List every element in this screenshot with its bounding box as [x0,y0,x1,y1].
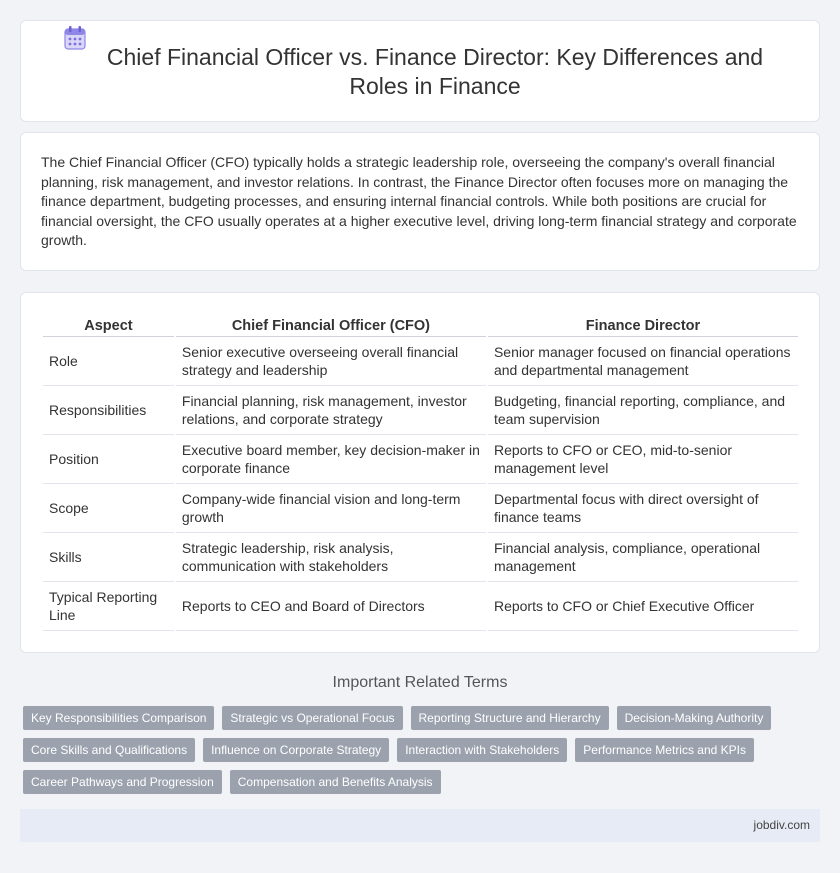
table-row [43,386,798,435]
related-term-tag[interactable]: Compensation and Benefits Analysis [230,770,441,794]
related-term-tag[interactable]: Key Responsibilities Comparison [23,706,214,730]
related-term-tag[interactable]: Decision-Making Authority [617,706,772,730]
cfo-cell: Reports to CEO and Board of Directors [176,582,486,631]
related-term-tag[interactable]: Reporting Structure and Hierarchy [411,706,609,730]
aspect-cell: Responsibilities [43,386,174,435]
header-card [20,20,820,122]
related-terms-title: Important Related Terms [332,674,508,691]
related-term-tag[interactable]: Career Pathways and Progression [23,770,222,794]
tag-row [23,706,783,730]
tag-row [23,770,783,794]
page-title: Chief Financial Officer vs. Finance Director: Key Differences and Roles in Finance [106,44,764,99]
cfo-cell: Financial planning, risk management, investor relations, and corporate strategy [176,386,486,435]
aspect-cell: Scope [43,484,174,533]
finance-director-cell: Financial analysis, compliance, operational management [488,533,798,582]
cfo-cell: Strategic leadership, risk analysis, communication with stakeholders [176,533,486,582]
title-row [21,43,819,101]
aspect-cell: Role [43,337,174,386]
finance-director-cell: Budgeting, financial reporting, compliance, and team supervision [488,386,798,435]
aspect-cell: Skills [43,533,174,582]
column-header-cfo: Chief Financial Officer (CFO) [176,315,486,337]
table-row [43,533,798,582]
cfo-cell: Executive board member, key decision-maker in corporate finance [176,435,486,484]
finance-director-cell: Departmental focus with direct oversight of finance teams [488,484,798,533]
finance-director-cell: Senior manager focused on financial operations and departmental management [488,337,798,386]
finance-director-cell: Reports to CFO or CEO, mid-to-senior management level [488,435,798,484]
column-header-finance-director: Finance Director [488,315,798,337]
aspect-cell: Typical Reporting Line [43,582,174,631]
related-term-tag[interactable]: Performance Metrics and KPIs [575,738,754,762]
intro-card [20,132,820,271]
cfo-cell: Company-wide financial vision and long-term growth [176,484,486,533]
related-term-tag[interactable]: Influence on Corporate Strategy [203,738,389,762]
cfo-cell: Senior executive overseeing overall financial strategy and leadership [176,337,486,386]
footer [20,809,820,842]
aspect-cell: Position [43,435,174,484]
tag-row [23,738,783,762]
comparison-table-card [20,292,820,653]
comparison-table [41,315,800,631]
finance-director-cell: Reports to CFO or Chief Executive Officer [488,582,798,631]
table-row [43,337,798,386]
table-row [43,582,798,631]
footer-site-link[interactable]: jobdiv.com [753,818,810,832]
table-row [43,484,798,533]
related-terms-list [23,706,783,802]
table-row [43,435,798,484]
related-term-tag[interactable]: Interaction with Stakeholders [397,738,567,762]
column-header-aspect: Aspect [43,315,174,337]
table-header-row [43,315,798,337]
related-term-tag[interactable]: Core Skills and Qualifications [23,738,195,762]
related-term-tag[interactable]: Strategic vs Operational Focus [222,706,402,730]
intro-paragraph: The Chief Financial Officer (CFO) typically holds a strategic leadership role, overseeing the company's overall financial planning, risk management, and investor relations. In contrast, the Finance Director often focuses more on managing the finance department, budgeting processes, and ensuring internal financial controls. While both positions are crucial for financial oversight, the CFO usually operates at a higher executive level, driving long-term financial strategy and corporate growth. [41,154,797,249]
